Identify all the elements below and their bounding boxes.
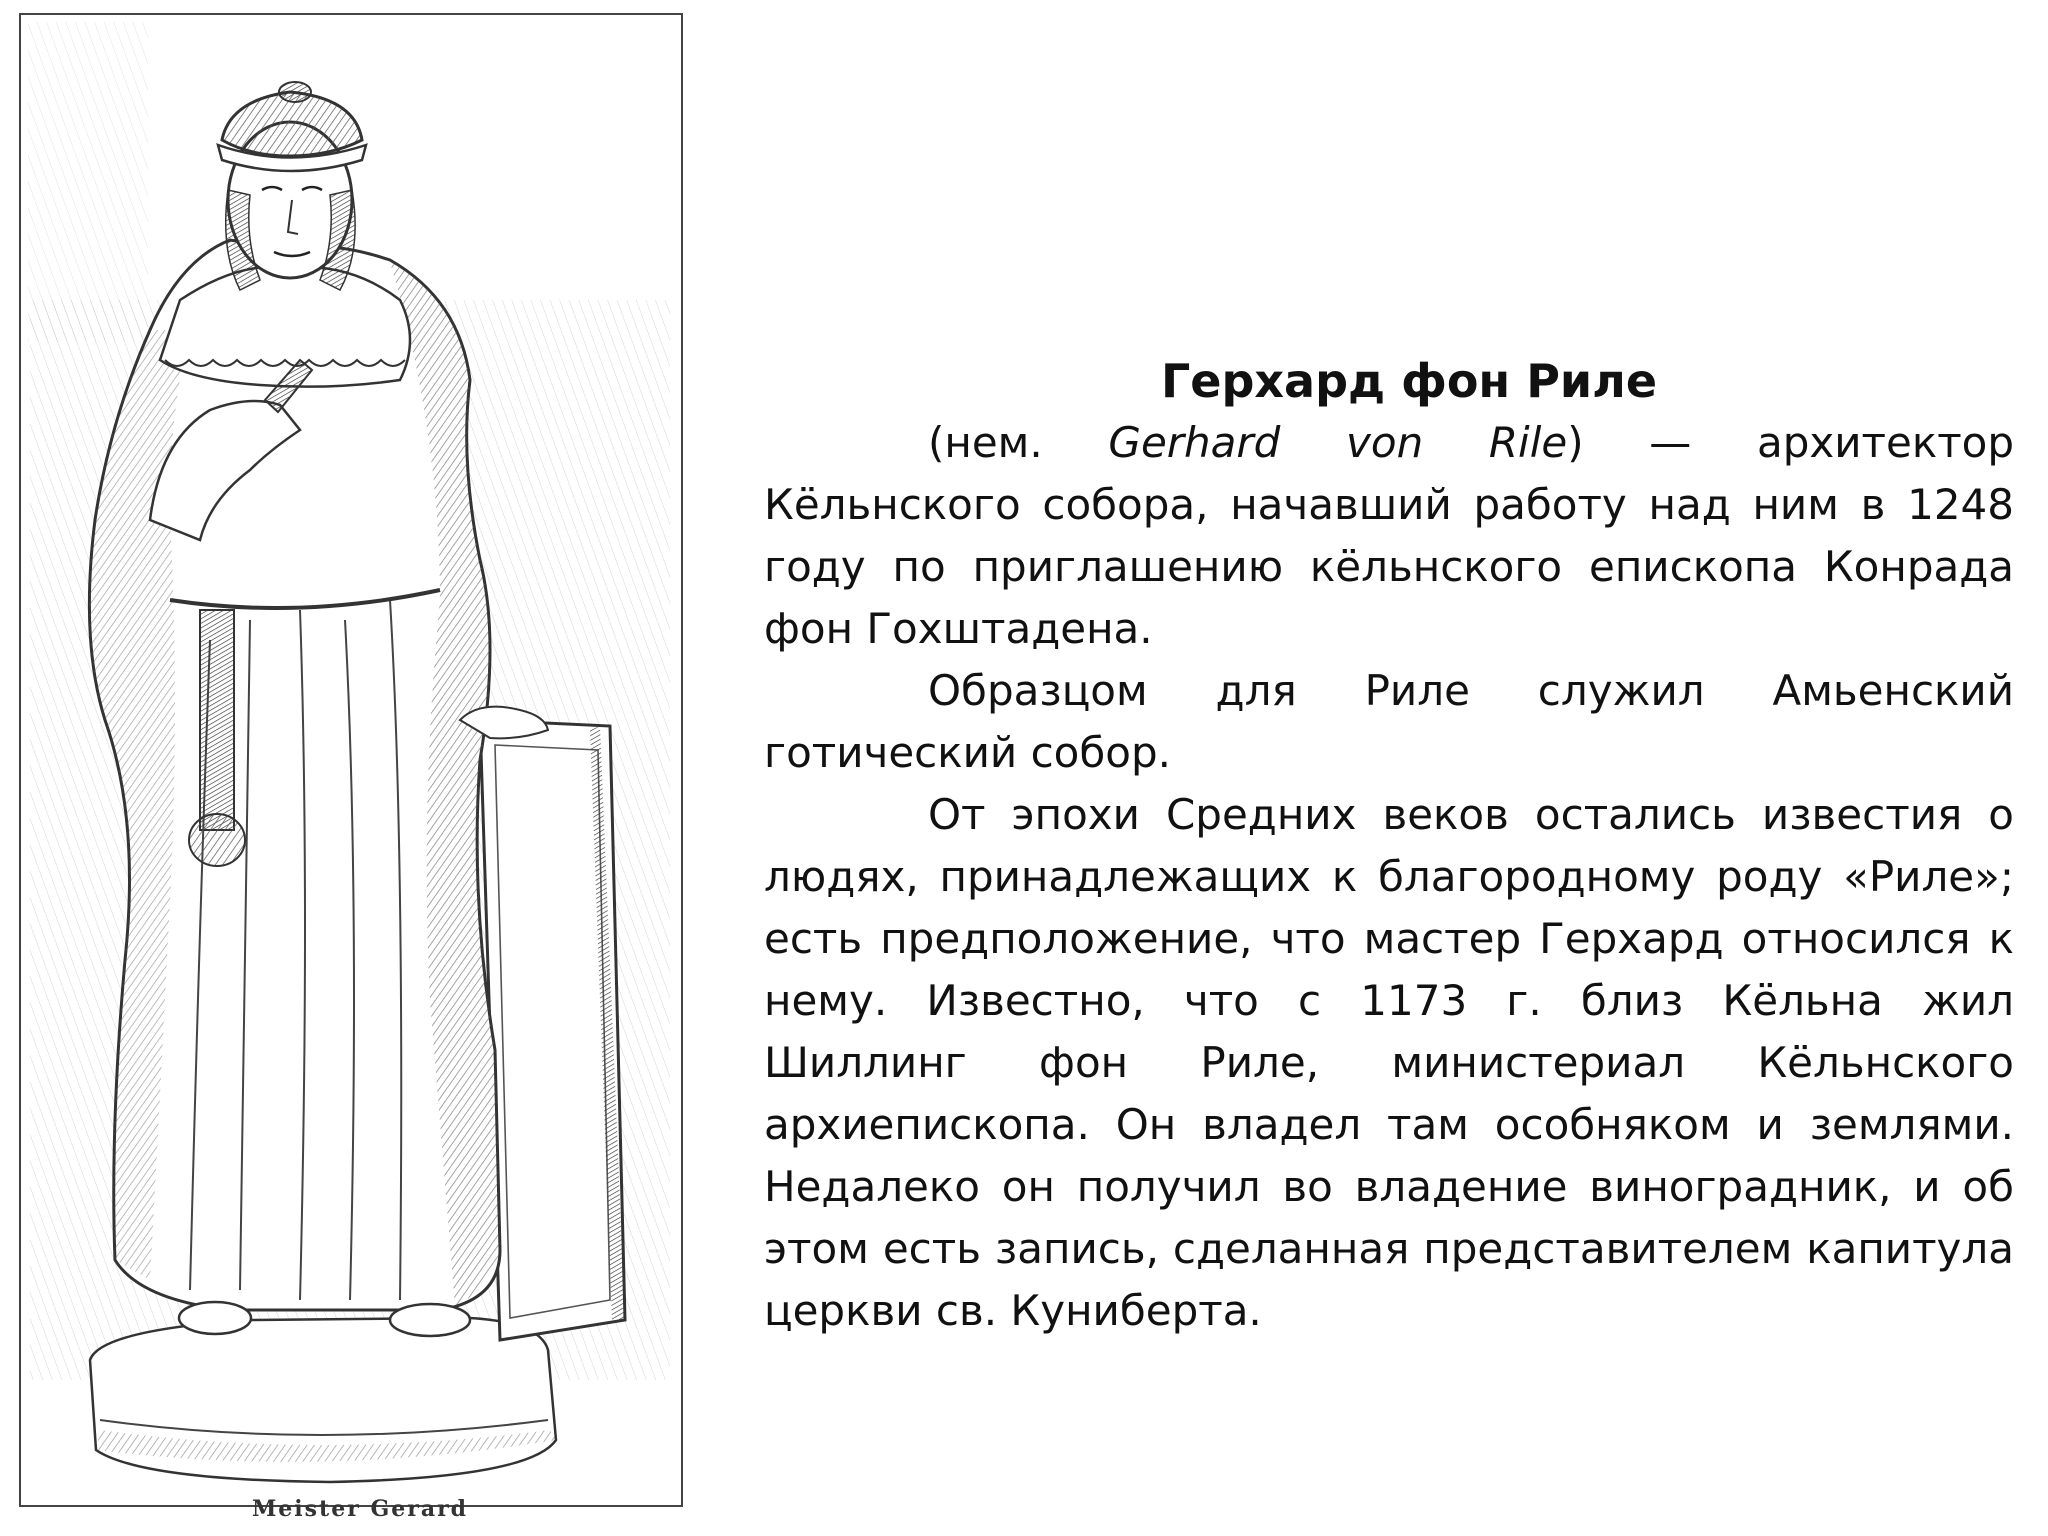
- article-paragraph-intro: [764, 412, 2014, 660]
- article-title: Герхард фон Риле: [1160, 354, 1658, 408]
- statue-engraving-image: [0, 0, 690, 1536]
- intro-original-name: Gerhard von Rile: [1108, 418, 1568, 467]
- article-text-block: [764, 350, 2014, 1342]
- article-paragraph-model: Образцом для Риле служил Амьенский готический собор.: [764, 666, 2014, 777]
- engraving-caption: Meister Gerard: [251, 1496, 469, 1522]
- intro-prefix: (нем.: [928, 418, 1109, 467]
- article-paragraph-history: От эпохи Средних веков остались известия о людях, принадлежащих к благородному роду «Риле»; есть предположение, что мастер Герхард относился к нему. Известно, что с 1173 г. близ Кёльна жил Шиллинг фон Риле, министериал Кёльнского архиепископа. Он владел там особняком и землями. Недалеко он получил во владение виноградник, и об этом есть запись, сделанная представителем капитула церкви св. Куниберта.: [764, 790, 2014, 1335]
- engraving-illustration: [0, 0, 690, 1536]
- intro-suffix: ) — архитектор Кёльнского собора, начавший работу над ним в 1248 году по приглашению кёльнского епископа Конрада фон Гохштадена.: [764, 418, 2015, 653]
